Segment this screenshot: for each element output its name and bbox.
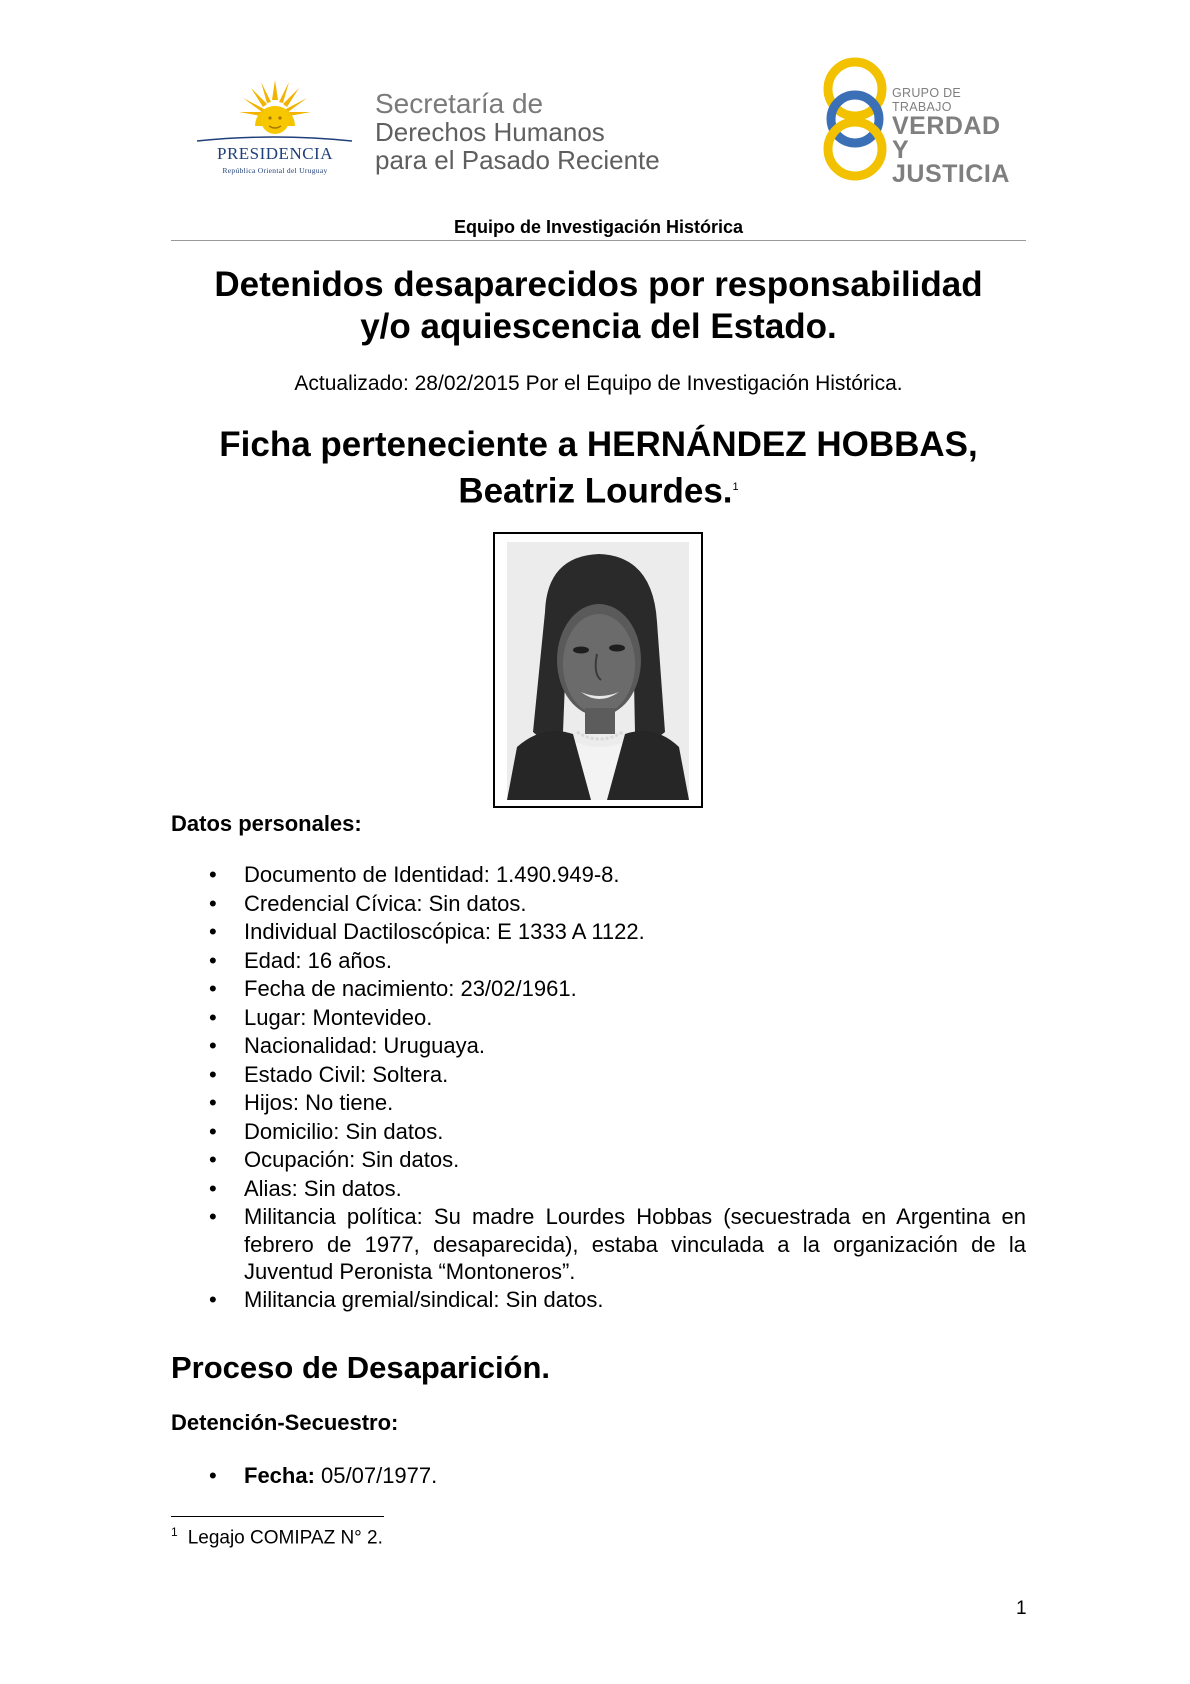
proceso-heading: Proceso de Desaparición. xyxy=(171,1350,551,1385)
header-divider xyxy=(171,240,1026,241)
datos-personales-label: Datos personales: xyxy=(171,811,362,836)
grupo-trabajo-line-2: VERDAD Y xyxy=(892,112,1001,164)
footnote-divider xyxy=(171,1516,384,1517)
detencion-label: Detención-Secuestro: xyxy=(171,1410,399,1435)
logo-arc-line xyxy=(197,136,352,142)
grupo-trabajo-line-1: GRUPO DE TRABAJO xyxy=(892,86,962,114)
sun-of-may-icon xyxy=(237,78,313,140)
list-item: • Estado Civil: Soltera. xyxy=(171,1061,1026,1090)
presidencia-subtitle: República Oriental del Uruguay xyxy=(222,166,328,175)
list-item: • Lugar: Montevideo. xyxy=(171,1004,1026,1033)
list-item: • Militancia política: Su madre Lourdes Hobbas (secuestrada en Argentina en febrero de 1977, desaparecida), estaba vinculada a la organización de la Juventud Peronista “Montoneros”. xyxy=(209,1204,1026,1284)
datos-personales-list xyxy=(171,861,1026,1314)
secretaria-line-2: Derechos Humanos xyxy=(375,117,605,147)
bullet-icon: • xyxy=(209,1033,217,1058)
presidencia-name: PRESIDENCIA xyxy=(216,144,333,163)
footnote-text: Legajo COMIPAZ N° 2. xyxy=(187,1527,383,1549)
secretaria-line-1: Secretaría de xyxy=(375,88,544,119)
bullet-icon: • xyxy=(209,947,217,973)
list-item: • Credencial Cívica: Sin datos. xyxy=(171,890,1026,919)
ficha-heading xyxy=(171,424,1026,513)
list-item: • Documento de Identidad: 1.490.949-8. xyxy=(171,861,1026,890)
page-number: 1 xyxy=(1016,1598,1027,1619)
list-item xyxy=(171,1462,1026,1491)
interlocked-rings-icon xyxy=(822,56,888,182)
bullet-icon: • xyxy=(209,1286,217,1312)
bullet-icon: • xyxy=(209,1061,217,1087)
list-item: • Hijos: No tiene. xyxy=(171,1089,1026,1118)
bullet-icon: • xyxy=(209,919,217,944)
document-title xyxy=(171,264,1026,348)
footnote xyxy=(171,1525,383,1549)
portrait-photo xyxy=(507,542,689,800)
list-item: • Individual Dactiloscópica: E 1333 A 1122. xyxy=(171,918,1026,947)
title-line-2: y/o aquiescencia del Estado. xyxy=(360,307,837,346)
list-item: • Fecha de nacimiento: 23/02/1961. xyxy=(171,975,1026,1004)
bullet-icon: • xyxy=(209,1004,217,1030)
bullet-icon: • xyxy=(209,1118,217,1144)
list-item: • Edad: 16 años. xyxy=(171,947,1026,976)
grupo-trabajo-line-3: JUSTICIA xyxy=(892,160,1010,188)
portrait-photo-frame xyxy=(493,532,703,808)
bullet-icon: • xyxy=(209,1147,217,1172)
footnote-number: 1 xyxy=(171,1525,178,1539)
fecha-value: 05/07/1977. xyxy=(314,1463,438,1488)
bullet-icon: • xyxy=(209,862,217,887)
list-item: • Ocupación: Sin datos. xyxy=(171,1146,1026,1175)
list-item: • Militancia gremial/sindical: Sin datos. xyxy=(171,1286,1026,1315)
list-item: • Alias: Sin datos. xyxy=(171,1175,1026,1204)
bullet-icon: • xyxy=(209,1175,217,1201)
ficha-person-name: Beatriz Lourdes. xyxy=(458,471,733,511)
updated-note: Actualizado: 28/02/2015 Por el Equipo de Investigación Histórica. xyxy=(294,372,903,395)
title-line-1: Detenidos desaparecidos por responsabilidad xyxy=(214,265,983,304)
detencion-list xyxy=(171,1462,1026,1491)
bullet-icon: • xyxy=(209,1090,217,1115)
team-heading: Equipo de Investigación Histórica xyxy=(453,217,744,237)
grupo-trabajo-logo xyxy=(822,56,1022,188)
bullet-icon: • xyxy=(209,1204,217,1229)
list-item: • Domicilio: Sin datos. xyxy=(171,1118,1026,1147)
presidencia-logo xyxy=(195,78,355,178)
bullet-icon: • xyxy=(209,976,217,1001)
ficha-line-1: Ficha perteneciente a HERNÁNDEZ HOBBAS, xyxy=(219,425,978,464)
ficha-line-2 xyxy=(171,466,1026,513)
list-item: • Nacionalidad: Uruguaya. xyxy=(171,1032,1026,1061)
secretaria-line-3: para el Pasado Reciente xyxy=(375,145,660,175)
fecha-label: Fecha: xyxy=(244,1463,315,1488)
bullet-icon: • xyxy=(209,1463,217,1488)
secretaria-logo xyxy=(375,90,660,174)
footnote-ref[interactable]: 1 xyxy=(732,481,739,493)
bullet-icon: • xyxy=(209,890,217,916)
